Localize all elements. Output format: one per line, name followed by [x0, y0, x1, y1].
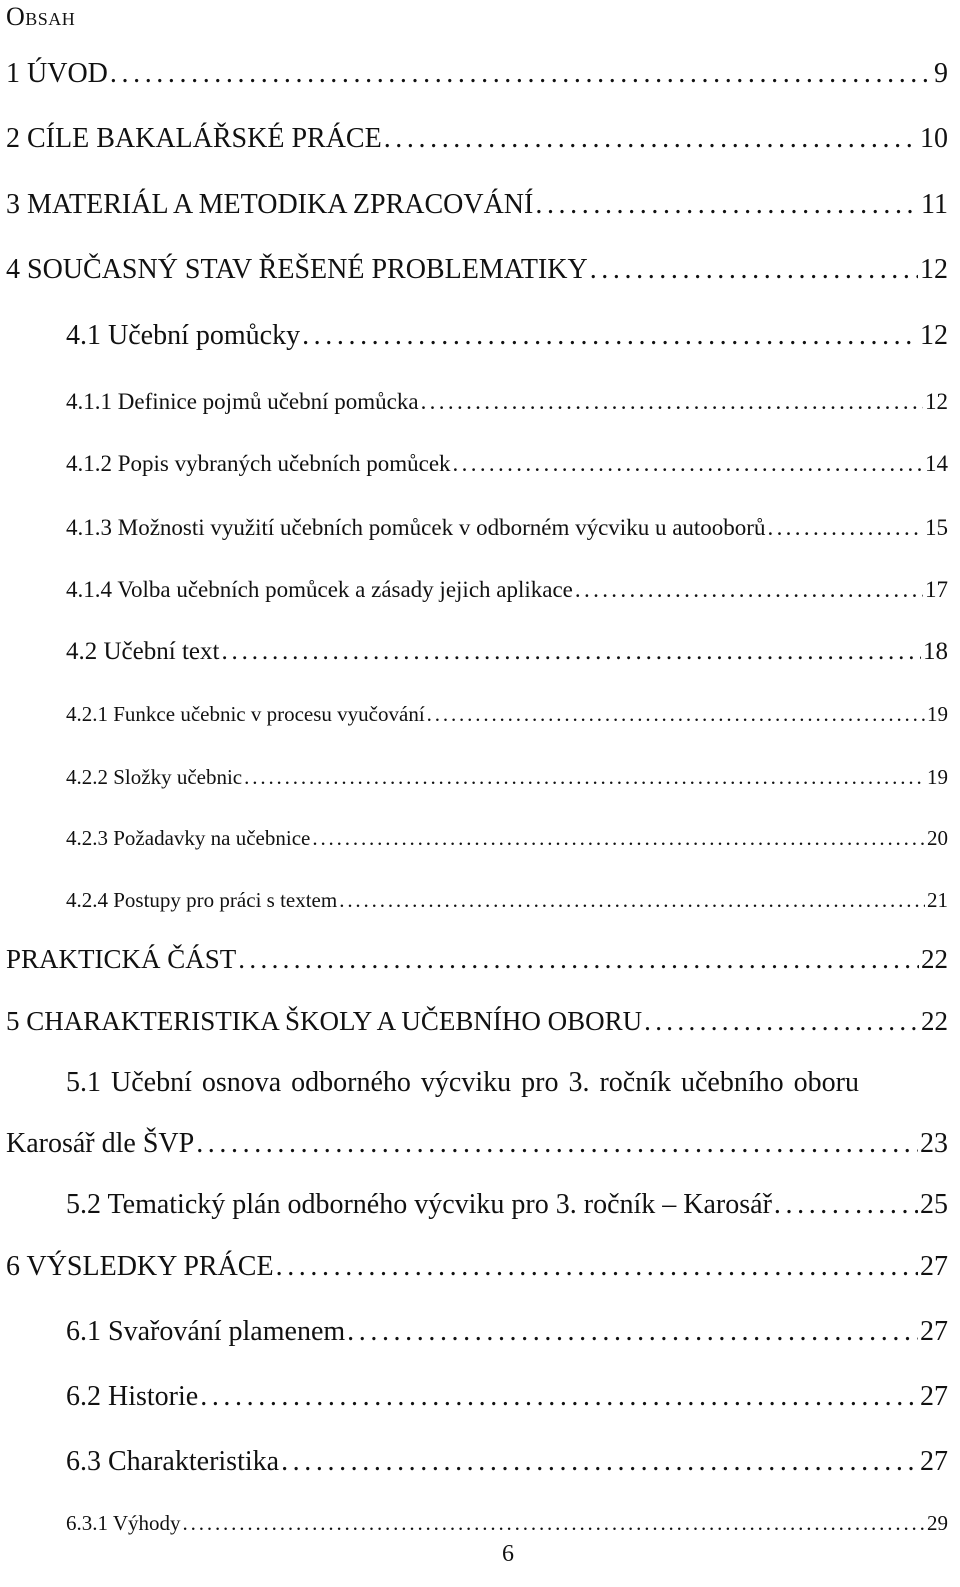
toc-entry-page: 27 [920, 1251, 948, 1282]
toc-leader-dots [302, 320, 918, 352]
toc-entry-page: 27 [920, 1316, 948, 1347]
toc-entry-label: 4.1.1 Definice pojmů učební pomůcka [66, 389, 419, 414]
toc-entry-label: 4.2.4 Postupy pro práci s textem [66, 888, 338, 912]
toc-entry-label: 4.2 Učební text [66, 638, 220, 665]
toc-leader-dots [347, 1316, 918, 1348]
toc-entry-label: 1 ÚVOD [6, 58, 108, 89]
toc-entry[interactable] [66, 638, 948, 666]
toc-entry[interactable] [66, 1316, 948, 1348]
toc-entry-page: 22 [921, 1006, 948, 1036]
toc-entry-label: Karosář dle ŠVP [6, 1128, 195, 1159]
toc-entry-label: 4.1.3 Možnosti využití učebních pomůcek v odborném výcviku u autooborů [66, 515, 766, 540]
toc-entry-page: 19 [927, 702, 948, 726]
toc-entry-first-line[interactable]: 5.1 Učební osnova odborného výcviku pro 3. ročník učebního oboru [66, 1067, 859, 1098]
toc-leader-dots [312, 826, 925, 851]
toc-leader-dots [238, 944, 919, 975]
toc-leader-dots [644, 1006, 919, 1037]
toc-leader-dots [427, 702, 925, 727]
toc-entry-label: 6.3.1 Výhody [66, 1511, 181, 1535]
toc-entry-label: 5 CHARAKTERISTIKA ŠKOLY A UČEBNÍHO OBORU [6, 1006, 643, 1036]
toc-entry-page: 21 [927, 888, 948, 912]
toc-entry-label: PRAKTICKÁ ČÁST [6, 944, 237, 974]
toc-leader-dots [244, 765, 925, 790]
toc-entry[interactable] [6, 944, 948, 975]
toc-leader-dots [535, 189, 919, 221]
toc-entry-page: 19 [927, 765, 948, 789]
toc-entry-page: 18 [923, 638, 948, 665]
toc-entry-page: 20 [927, 826, 948, 850]
toc-entry-page: 14 [925, 451, 948, 476]
toc-entry[interactable] [66, 1381, 948, 1413]
toc-leader-dots [276, 1251, 918, 1283]
page-number: 6 [502, 1541, 514, 1567]
toc-entry-page: 17 [925, 577, 948, 602]
toc-entry[interactable] [66, 888, 948, 913]
toc-entry-page: 12 [925, 389, 948, 414]
toc-leader-dots [196, 1128, 918, 1160]
toc-entry-label: 3 MATERIÁL A METODIKA ZPRACOVÁNÍ [6, 189, 534, 220]
toc-entry[interactable] [66, 1446, 948, 1478]
toc-leader-dots [281, 1446, 918, 1478]
toc-leader-dots [200, 1381, 918, 1413]
toc-leader-dots [575, 577, 923, 603]
toc-entry-label: 4.2.2 Složky učebnic [66, 765, 243, 789]
toc-entry-page: 23 [920, 1128, 948, 1159]
toc-entry[interactable] [66, 1189, 948, 1221]
toc-entry[interactable] [66, 702, 948, 727]
toc-entry[interactable] [66, 826, 948, 851]
toc-entry-page: 25 [920, 1189, 948, 1220]
toc-entry-label: 2 CÍLE BAKALÁŘSKÉ PRÁCE [6, 123, 382, 154]
toc-entry-label: 4.1 Učební pomůcky [66, 320, 301, 351]
toc-leader-dots [110, 58, 932, 90]
toc-entry[interactable] [6, 1128, 948, 1160]
toc-entry-label: 4.2.1 Funkce učebnic v procesu vyučování [66, 702, 425, 726]
toc-entry[interactable] [6, 254, 948, 286]
toc-entry-label: 4 SOUČASNÝ STAV ŘEŠENÉ PROBLEMATIKY [6, 254, 588, 285]
toc-entry-label: 4.1.2 Popis vybraných učebních pomůcek [66, 451, 451, 476]
toc-entry-page: 15 [925, 515, 948, 540]
toc-entry[interactable] [66, 320, 948, 352]
toc-entry-label: 5.2 Tematický plán odborného výcviku pro 3. ročník – Karosář [66, 1189, 772, 1220]
toc-leader-dots [221, 638, 921, 666]
toc-entry-page: 22 [921, 944, 948, 974]
toc-entry[interactable] [66, 389, 948, 415]
toc-entry-label: 6.1 Svařování plamenem [66, 1316, 346, 1347]
toc-leader-dots [774, 1189, 918, 1221]
toc-entry[interactable] [6, 189, 948, 221]
toc-entry-page: 12 [920, 254, 948, 285]
toc-entry[interactable] [66, 577, 948, 603]
toc-entry[interactable] [6, 1251, 948, 1283]
toc-entry-page: 9 [934, 58, 948, 89]
toc-leader-dots [339, 888, 925, 913]
toc-entry[interactable] [66, 765, 948, 790]
toc-entry-page: 12 [920, 320, 948, 351]
toc-entry-label: 4.1.4 Volba učebních pomůcek a zásady jejich aplikace [66, 577, 573, 602]
toc-leader-dots [421, 389, 923, 415]
toc-entry[interactable] [6, 123, 948, 155]
toc-entry-label: 6.3 Charakteristika [66, 1446, 280, 1477]
toc-entry-label: 6.2 Historie [66, 1381, 199, 1412]
toc-entry-page: 11 [921, 189, 948, 220]
toc-leader-dots [590, 254, 918, 286]
toc-entry-label: 6 VÝSLEDKY PRÁCE [6, 1251, 274, 1282]
toc-entry[interactable] [66, 451, 948, 477]
toc-entry-page: 10 [920, 123, 948, 154]
toc-entry[interactable] [66, 1511, 948, 1536]
toc-entry-page: 27 [920, 1381, 948, 1412]
toc-leader-dots [384, 123, 918, 155]
toc-leader-dots [183, 1511, 925, 1536]
toc-leader-dots [453, 451, 923, 477]
toc-entry[interactable] [66, 515, 948, 541]
toc-leader-dots [767, 515, 923, 541]
toc-entry[interactable] [6, 1006, 948, 1037]
toc-heading: Obsah [6, 2, 76, 31]
toc-entry-label: 4.2.3 Požadavky na učebnice [66, 826, 311, 850]
toc-entry[interactable] [6, 58, 948, 90]
toc-entry-page: 29 [927, 1511, 948, 1535]
toc-entry-page: 27 [920, 1446, 948, 1477]
